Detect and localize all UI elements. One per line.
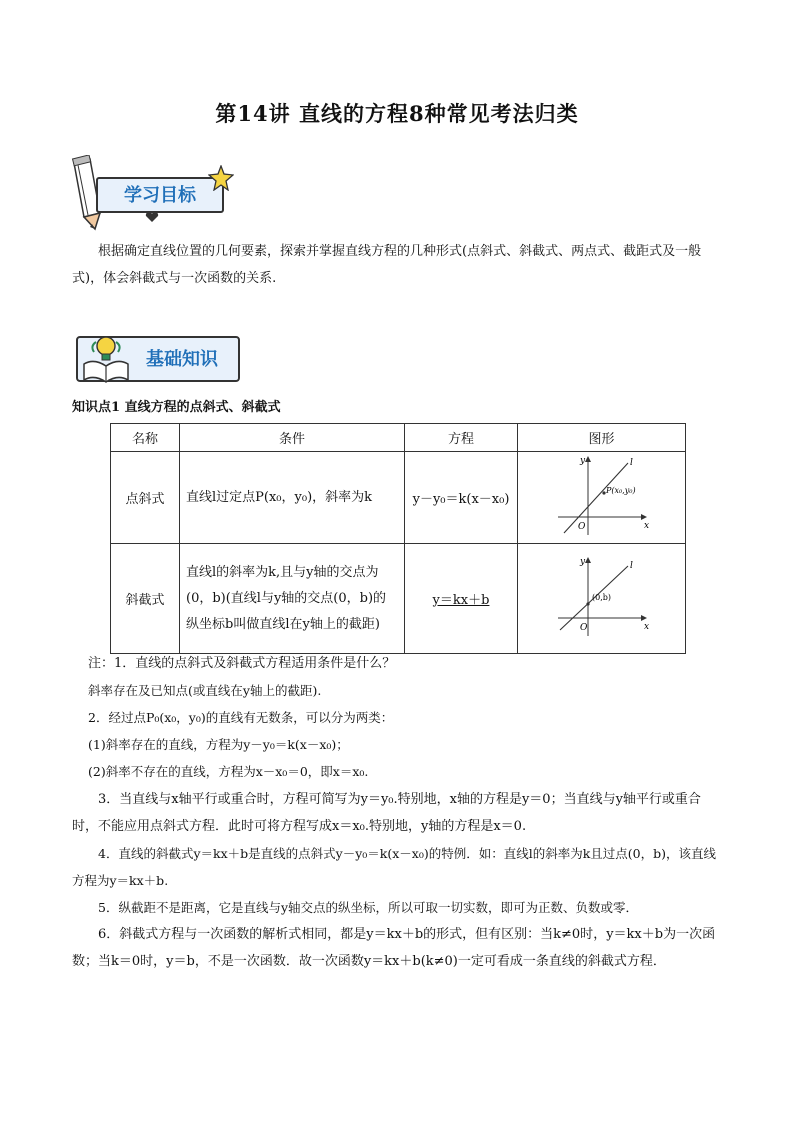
badge-label: 学习目标	[124, 185, 196, 206]
heart-icon	[145, 211, 159, 223]
row-equation: y－y₀＝k(x－x₀)	[405, 452, 518, 544]
note-6: 6．斜截式方程与一次函数的解析式相同，都是y＝kx＋b的形式，但有区别：当k≠0时，y＝kx＋b为一次函数；当k＝0时，y＝b，不是一次函数．故一次函数y＝kx＋b(k≠0)一定可看成一条直线的斜截式方程．	[72, 927, 716, 969]
basic-knowledge-badge	[72, 330, 242, 386]
origin-label: O	[579, 622, 587, 633]
point-slope-graph	[552, 453, 652, 539]
header-figure: 图形	[518, 424, 686, 452]
row-condition: 直线l的斜率为k,且与y轴的交点为(0，b)(直线l与y轴的交点(0，b)的纵坐标b叫做直线l在y轴上的截距)	[180, 544, 405, 654]
note-1-answer: 斜率存在及已知点(或直线在y轴上的截距).	[88, 683, 322, 698]
note-3: 3．当直线与x轴平行或重合时，方程可简写为y＝y₀.特别地，x轴的方程是y＝0；当直线与y轴平行或重合时，不能应用点斜式方程．此时可将方程写成x＝x₀.特别地，y轴的方程是x＝0.	[72, 792, 701, 834]
page-title: 第14讲 直线的方程8种常见考法归类	[215, 101, 579, 126]
row-figure	[518, 452, 686, 544]
learning-goal-badge	[68, 155, 238, 235]
note-2-case-1: (1)斜率存在的直线，方程为y－y₀＝k(x－x₀)；	[88, 737, 349, 752]
header-condition: 条件	[180, 424, 405, 452]
note-4: 4．直线的斜截式y＝kx＋b是直线的点斜式y－y₀＝k(x－x₀)的特例．如：直线l的斜率为k且过点(0，b)，该直线方程为y＝kx＋b.	[72, 846, 716, 888]
knowledge-table	[110, 423, 686, 654]
note-1: 注：1．直线的点斜式及斜截式方程适用条件是什么？	[88, 656, 396, 671]
header-name: 名称	[111, 424, 180, 452]
note-2-case-2: (2)斜率不存在的直线，方程为x－x₀＝0，即x＝x₀.	[88, 764, 369, 779]
point-label: P(x₀,y₀)	[605, 485, 636, 495]
line-label: l	[629, 560, 633, 571]
note-2: 2．经过点P₀(x₀，y₀)的直线有无数条，可以分为两类：	[88, 710, 394, 725]
row-name: 点斜式	[111, 452, 180, 544]
row-condition: 直线l过定点P(x₀，y₀)，斜率为k	[180, 452, 405, 544]
book-lightbulb-icon	[80, 330, 132, 384]
equation-underlined: y＝kx＋b	[432, 593, 490, 608]
row-name: 斜截式	[111, 544, 180, 654]
star-icon	[208, 165, 234, 191]
axis-y-label: y	[579, 455, 585, 466]
intercept-label: (0,b)	[591, 592, 611, 602]
axis-x-label: x	[643, 520, 649, 531]
line-label: l	[629, 457, 633, 468]
badge-label: 基础知识	[146, 349, 218, 370]
slope-intercept-graph	[552, 554, 652, 640]
axis-x-label: x	[643, 621, 649, 632]
origin-label: O	[577, 521, 585, 532]
goal-paragraph: 根据确定直线位置的几何要素，探索并掌握直线方程的几种形式(点斜式、斜截式、两点式、截距式及一般式)，体会斜截式与一次函数的关系.	[72, 244, 702, 286]
row-equation	[405, 544, 518, 654]
axis-y-label: y	[579, 556, 585, 567]
note-5: 5．纵截距不是距离，它是直线与y轴交点的纵坐标，所以可取一切实数，即可为正数、负数或零．	[98, 900, 639, 915]
header-equation: 方程	[405, 424, 518, 452]
row-figure	[518, 544, 686, 654]
knowledge-heading: 知识点1 直线方程的点斜式、斜截式	[72, 400, 281, 415]
